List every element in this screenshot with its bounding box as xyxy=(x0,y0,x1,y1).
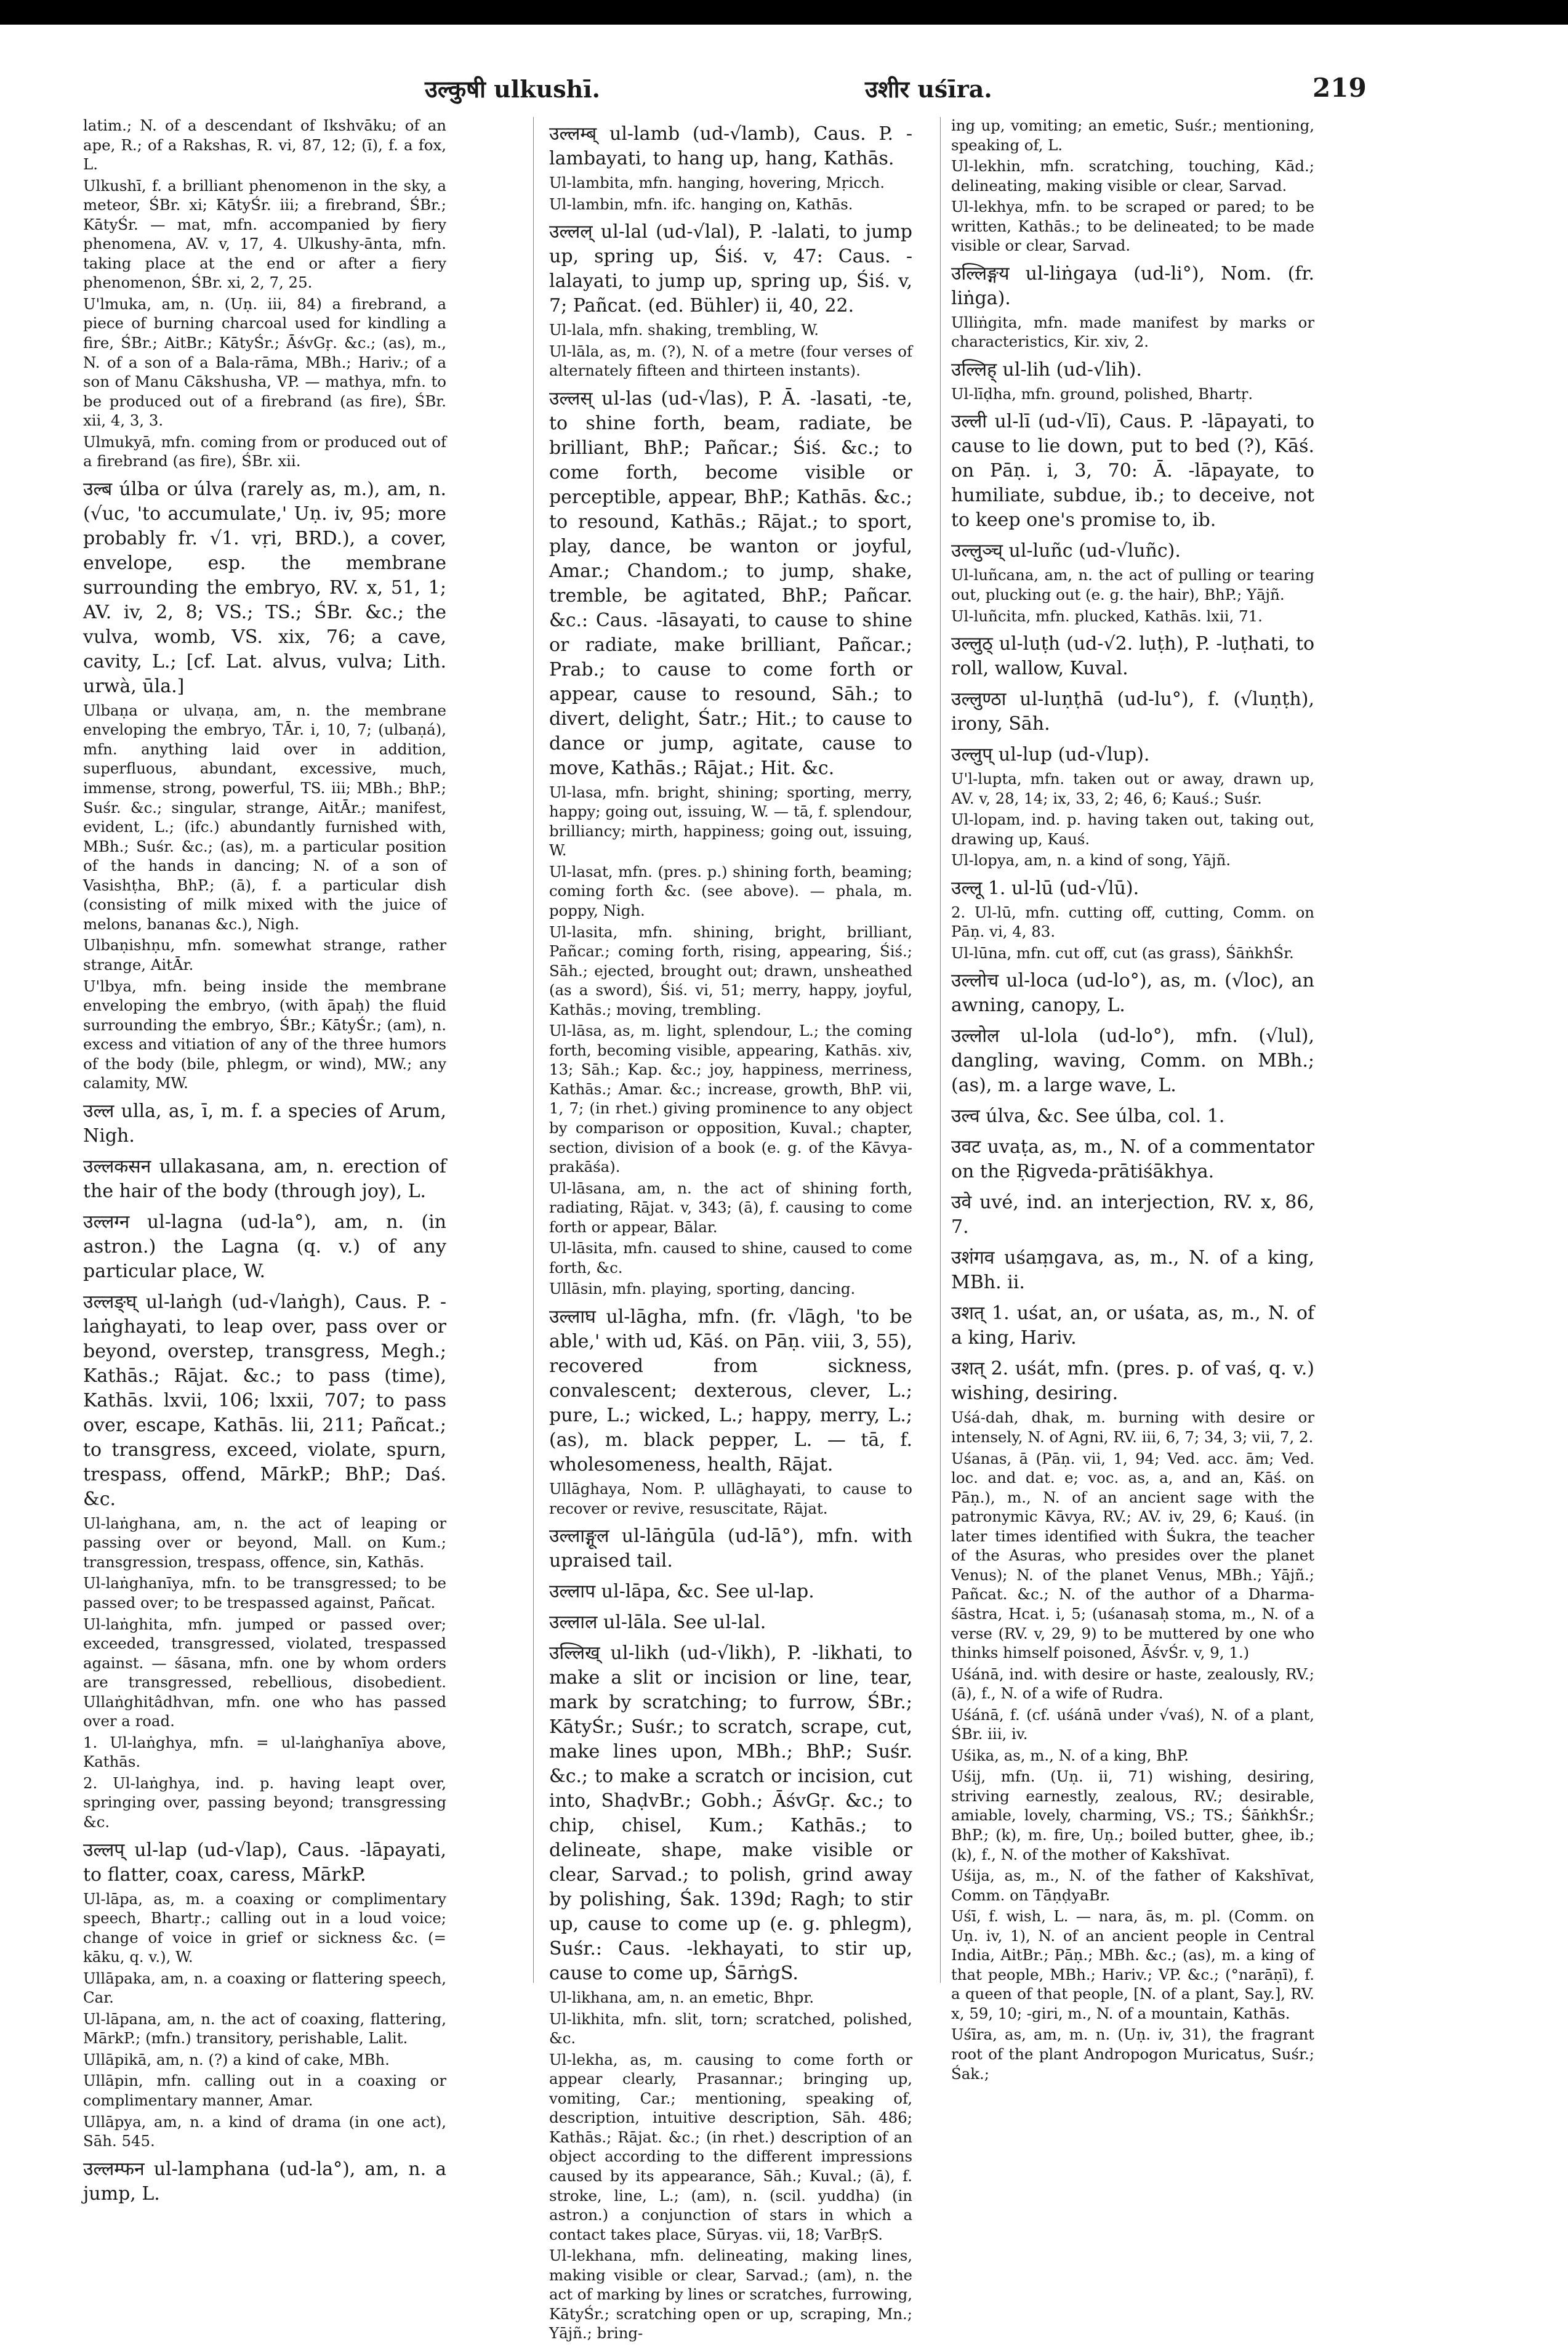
dictionary-entry: Ul-lasa, mfn. bright, shining; sporting, merry, happy; going out, issuing, W. — tā, f. splendour, brilliancy; mirth, happiness; going out, issuing, W. xyxy=(549,783,912,860)
dictionary-entry: Ulkushī, f. a brilliant phenomenon in the sky, a meteor, ŚBr. xi; KātyŚr. iii; a firebrand, ŚBr.; KātyŚr. — mat, mfn. accompanied by fiery phenomena, AV. v, 17, 4. Ulkushy-ānta, mfn. taking place at the end or after a fiery phenomenon, ŚBr. xi, 2, 7, 25. xyxy=(83,176,446,292)
dictionary-entry: Ul-lopam, ind. p. having taken out, taking out, drawing up, Kauś. xyxy=(951,810,1314,848)
dictionary-entry: उल्लग्न ul-lagna (ud-la°), am, n. (in astron.) the Lagna (q. v.) of any particular place, W. xyxy=(83,1211,446,1282)
dictionary-entry: Ul-luñcana, am, n. the act of pulling or tearing out, plucking out (e. g. the hair), BhP.; Yājñ. xyxy=(951,566,1314,604)
dictionary-entry: Ul-likhita, mfn. slit, torn; scratched, polished, &c. xyxy=(549,2009,912,2048)
dictionary-entry: उल्लाप ul-lāpa, &c. See ul-lap. xyxy=(549,1581,814,1603)
dictionary-entry: U'lbya, mfn. being inside the membrane enveloping the embryo, (with āpaḥ) the fluid surrounding the embryo, ŚBr.; KātyŚr.; (am), n. excess and vitiation of any of the three humors of the body (bile, phlegm, or wind), MW.; any calamity, MW. xyxy=(83,977,446,1092)
dictionary-entry: उल्लाङ्गूल ul-lāṅgūla (ud-lā°), mfn. with upraised tail. xyxy=(549,1525,912,1572)
dictionary-entry: Ul-lopya, am, n. a kind of song, Yājñ. xyxy=(951,851,1231,870)
dictionary-entry: Ul-lāpana, am, n. the act of coaxing, flattering, MārkP.; (mfn.) transitory, perishable, Lalit. xyxy=(83,2009,446,2048)
dictionary-entry: उल्लम्ब् ul-lamb (ud-√lamb), Caus. P. -lambayati, to hang up, hang, Kathās. xyxy=(549,123,912,169)
dictionary-entry: Ullāghaya, Nom. P. ullāghayati, to cause to recover or revive, resuscitate, Rājat. xyxy=(549,1479,912,1517)
dictionary-entry: Ul-lāpa, as, m. a coaxing or complimentary speech, Bhartṛ.; calling out in a loud voice; change of voice in grief or sickness &c. (= kāku, q. v.), W. xyxy=(83,1889,446,1966)
dictionary-entry: उल्लप् ul-lap (ud-√lap), Caus. -lāpayati, to flatter, coax, caress, MārkP. xyxy=(83,1839,446,1886)
dictionary-entry: Ulbaṇa or ulvaṇa, am, n. the membrane enveloping the embryo, TĀr. i, 10, 7; (ulbaṇá), mfn. anything laid over in addition, superfluous, abundant, excessive, much, immense, strong, powerful, TS. iii; MBh.; BhP.; Suśr. &c.; singular, strange, AitĀr.; manifest, evident, L.; (ifc.) abundantly furnished with, MBh.; Suśr. &c.; (as), m. a particular position of the hands in dancing; N. of a son of Vasishṭha, BhP.; (ā), f. a particular dish (consisting of milk mixed with the juice of melons, bananas &c.), Nigh. xyxy=(83,701,446,933)
dictionary-entry: उशत् 1. uśat, an, or uśata, as, m., N. of a king, Hariv. xyxy=(951,1302,1314,1349)
running-head-center: उशीर uśīra. xyxy=(865,75,992,103)
dictionary-entry: Ul-laṅghana, am, n. the act of leaping or passing over or beyond, Mall. on Kum.; transgression, trespass, offence, sin, Kathās. xyxy=(83,1514,446,1571)
dictionary-column-2 xyxy=(549,116,912,2345)
dictionary-entry: उल्लिह् ul-lih (ud-√lih). xyxy=(951,358,1142,381)
dictionary-column-1 xyxy=(83,116,446,2208)
dictionary-entry: Ullāpin, mfn. calling out in a coaxing or complimentary manner, Amar. xyxy=(83,2072,446,2109)
dictionary-entry: Ul-lekhin, mfn. scratching, touching, Kād.; delineating, making visible or clear, Sarvad. xyxy=(951,157,1314,195)
dictionary-entry: उल्ली ul-lī (ud-√lī), Caus. P. -lāpayati, to cause to lie down, put to bed (?), Kāś. on Pāṇ. i, 3, 70: Ā. -lāpayate, to humiliate, subdue, ib.; to deceive, not to keep one's promise to, ib. xyxy=(951,411,1314,531)
dictionary-entry: Ul-lambita, mfn. hanging, hovering, Mṛicch. xyxy=(549,174,885,192)
dictionary-entry: ing up, vomiting; an emetic, Suśr.; mentioning, speaking of, L. xyxy=(951,116,1314,154)
dictionary-entry: उल्लिख् ul-likh (ud-√likh), P. -likhati, to make a slit or incision or line, tear, mark by scratching; to furrow, ŚBr.; KātyŚr.; Suśr.; to scratch, scrape, cut, make lines upon, MBh.; BhP.; Suśr. &c.; to make a scratch or incision, cut into, ShaḍvBr.; Gobh.; ĀśvGṛ. &c.; to chip, chisel, Kum.; Kathās.; to delineate, shape, make visible or clear, Sarvad.; to polish, grind away by polishing, Śak. 139d; Ragh; to stir up, cause to come up (e. g. phlegm), Suśr.: Caus. -lekhayati, to stir up, cause to come up, ŚārṅgS. xyxy=(549,1642,912,1985)
dictionary-entry: Ul-lasat, mfn. (pres. p.) shining forth, beaming; coming forth &c. (see above). — phala, m. poppy, Nigh. xyxy=(549,862,912,920)
dictionary-entry: उल्लाघ ul-lāgha, mfn. (fr. √lāgh, 'to be able,' with ud, Kāś. on Pāṇ. viii, 3, 55), recovered from sickness, convalescent; dexterous, clever, L.; pure, L.; wicked, L.; happy, merry, L.; (as), m. black pepper, L. — tā, f. wholesomeness, health, Rājat. xyxy=(549,1306,912,1475)
dictionary-entry: Uśīra, as, am, m. n. (Uṇ. iv, 31), the fragrant root of the plant Andropogon Muricatus, Suśr.; Śak.; xyxy=(951,2025,1314,2083)
dictionary-entry: Ulbaṇishṇu, mfn. somewhat strange, rather strange, AitĀr. xyxy=(83,936,446,974)
dictionary-entry: Ul-lala, mfn. shaking, trembling, W. xyxy=(549,321,819,339)
dictionary-entry: उल्लुण्ठा ul-luṇṭhā (ud-lu°), f. (√luṇṭh), irony, Sāh. xyxy=(951,688,1314,735)
dictionary-entry: Ul-lāsana, am, n. the act of shining forth, radiating, Rājat. v, 343; (ā), f. causing to come forth or appear, Bālar. xyxy=(549,1179,912,1236)
dictionary-entry: U'lmuka, am, n. (Uṇ. iii, 84) a firebrand, a piece of burning charcoal used for kindling a fire, ŚBr.; AitBr.; KātyŚr.; ĀśvGṛ. &c.; (as), m., N. of a son of a Bala-rāma, MBh.; Hariv.; of a son of Manu Cākshusha, VP. — mathya, mfn. to be produced out of a firebrand (as fire), ŚBr. xii, 4, 3, 3. xyxy=(83,294,446,430)
dictionary-entry: Ul-lāsa, as, m. light, splendour, L.; the coming forth, becoming visible, appearing, Kathās. xiv, 13; Sāh.; Kap. &c.; joy, happiness, merriness, Kathās.; Amar. &c.; increase, growth, BhP. vii, 1, 7; (in rhet.) giving prominence to any object by comparison or opposition, Kuval.; chapter, section, division of a book (e. g. of the Kāvya-prakāśa). xyxy=(549,1022,912,1176)
dictionary-entry: Ul-lāsita, mfn. caused to shine, caused to come forth, &c. xyxy=(549,1239,912,1277)
dictionary-entry: Uśánā, f. (cf. uśánā under √vaś), N. of a plant, ŚBr. iii, iv. xyxy=(951,1705,1314,1743)
dictionary-entry: Uśánā, ind. with desire or haste, zealously, RV.; (ā), f., N. of a wife of Rudra. xyxy=(951,1665,1314,1703)
dictionary-entry: उवट uvaṭa, as, m., N. of a commentator on the Ṛigveda-prātiśākhya. xyxy=(951,1136,1314,1183)
dictionary-entry: Ul-lambin, mfn. ifc. hanging on, Kathās. xyxy=(549,195,853,213)
dictionary-entry: Ul-laṅghita, mfn. jumped or passed over; exceeded, transgressed, violated, trespassed against. — śāsana, mfn. one by whom orders are transgressed, rebellious, disobedient. Ullaṅghitâdhvan, mfn. one who has passed over a road. xyxy=(83,1615,446,1730)
dictionary-entry: उल्लुठ् ul-luṭh (ud-√2. luṭh), P. -luṭhati, to roll, wallow, Kuval. xyxy=(951,633,1314,680)
column-rule xyxy=(940,117,941,1983)
dictionary-entry: Ul-līḍha, mfn. ground, polished, Bhartṛ. xyxy=(951,384,1253,403)
dictionary-entry: 2. Ul-lū, mfn. cutting off, cutting, Comm. on Pāṇ. vi, 4, 83. xyxy=(951,903,1314,941)
dictionary-entry: उल्लस् ul-las (ud-√las), P. Ā. -lasati, -te, to shine forth, beam, radiate, be brilliant, BhP.; Pañcar.; Śiś. &c.; to come forth, become visible or perceptible, appear, BhP.; Kathās. &c.; to resound, Kathās.; Rājat.; to sport, play, dance, be wanton or joyful, Amar.; Chandom.; to jump, shake, tremble, be agitated, BhP.; Pañcar. &c.: Caus. -lāsayati, to cause to shine or radiate, make brilliant, Pañcar.; Prab.; to cause to come forth or appear, cause to resound, Sāh.; to divert, delight, Śatr.; Hit.; to cause to dance or jump, agitate, cause to move, Kathās.; Rājat.; Hit. &c. xyxy=(549,387,912,779)
dictionary-entry: Uśī, f. wish, L. — nara, ās, m. pl. (Comm. on Uṇ. iv, 1), N. of an ancient people in Central India, AitBr.; Pāṇ.; MBh. &c.; (as), m. a king of that people, MBh.; Hariv.; VP. &c.; (°narāṇī), f. a queen of that people, [N. of a plant, Say.], RV. x, 59, 10; -giri, m., N. of a mountain, Kathās. xyxy=(951,1907,1314,2022)
dictionary-entry: 1. Ul-laṅghya, mfn. = ul-laṅghanīya above, Kathās. xyxy=(83,1733,446,1771)
dictionary-entry: उल्लू 1. ul-lū (ud-√lū). xyxy=(951,877,1140,899)
page-header xyxy=(0,73,1568,110)
dictionary-entry: उशंगव uśaṃgava, as, m., N. of a king, MBh. ii. xyxy=(951,1247,1314,1294)
dictionary-entry: उल्लिङ्गय ul-liṅgaya (ud-li°), Nom. (fr. liṅga). xyxy=(951,262,1314,309)
dictionary-entry: Uśanas, ā (Pāṇ. vii, 1, 94; Ved. acc. ām; Ved. loc. and dat. e; voc. as, a, and an, Kāś. on Pāṇ.), m., N. of an ancient sage with the patronymic Kāvya, RV.; AV. iv, 29, 6; Kauś. (in later times identified with Śukra, the teacher of the Asuras, who presides over the planet Venus); N. of the planet Venus, MBh.; Yājñ.; Pañcat. &c.; N. of the author of a Dharma-śāstra, Hcat. i, 5; (uśanasaḥ stoma, m., N. of a verse (RV. v, 29, 9) to be muttered by one who thinks himself poisoned, ĀśvŚr. v, 9, 1.) xyxy=(951,1449,1314,1662)
dictionary-entry: उल्लल् ul-lal (ud-√lal), P. -lalati, to jump up, spring up, Śiś. v, 47: Caus. -lalayati, to jump up, spring up, Śiś. v, 7; Pañcat. (ed. Bühler) ii, 40, 22. xyxy=(549,221,912,317)
dictionary-column-3 xyxy=(951,116,1314,2085)
dictionary-entry: Uśij, mfn. (Uṇ. ii, 71) wishing, desiring, striving earnestly, zealous, RV.; desirable, amiable, lovely, charming, VS.; TS.; ŚāṅkhŚr.; BhP.; (k), m. fire, Uṇ.; boiled butter, ghee, ib.; (k), f., N. of the mother of Kakshīvat. xyxy=(951,1767,1314,1863)
column-rule xyxy=(533,117,534,1983)
dictionary-entry: Ul-lekhya, mfn. to be scraped or pared; to be written, Kathās.; to be delineated; to be made visible or clear, Sarvad. xyxy=(951,198,1314,255)
dictionary-entry: Uśija, as, m., N. of the father of Kakshīvat, Comm. on TāṇḍyaBr. xyxy=(951,1867,1314,1904)
dictionary-entry: Ul-lekha, as, m. causing to come forth or appear clearly, Prasannar.; bringing up, vomiting, Car.; mentioning, speaking of, description, intuitive description, Sāh. 486; Kathās.; Rājat. &c.; (in rhet.) description of an object according to the different impressions caused by its appearance, Sāh.; Kuval.; (ā), f. stroke, line, L.; (am), n. (scil. yuddha) (in astron.) a conjunction of stars in which a contact takes place, Sūryas. vii, 18; VarBṛS. xyxy=(549,2050,912,2243)
dictionary-entry: Ul-lasita, mfn. shining, bright, brilliant, Pañcar.; coming forth, rising, appearing, Śiś.; Sāh.; ejected, brought out; drawn, unsheathed (as a sword), Śiś. vi, 51; merry, happy, joyful, Kathās.; moving, trembling. xyxy=(549,922,912,1019)
dictionary-entry: Ul-lekhana, mfn. delineating, making lines, making visible or clear, Sarvad.; (am), n. the act of marking by lines or scratches, furrowing, KātyŚr.; scratching open or up, scraping, Mn.; Yājñ.; bring- xyxy=(549,2246,912,2343)
dictionary-entry: उल्लकसन ullakasana, am, n. erection of the hair of the body (through joy), L. xyxy=(83,1155,446,1202)
dictionary-entry: Ul-likhana, am, n. an emetic, Bhpr. xyxy=(549,1988,814,2007)
dictionary-entry: latim.; N. of a descendant of Ikshvāku; of an ape, R.; of a Rakshas, R. vi, 87, 12; (ī), f. a fox, L. xyxy=(83,116,446,174)
dictionary-entry: Ul-luñcita, mfn. plucked, Kathās. lxii, 71. xyxy=(951,607,1263,625)
dictionary-entry: उल्व úlva, &c. See úlba, col. 1. xyxy=(951,1105,1225,1128)
scan-top-border xyxy=(0,0,1568,25)
dictionary-entry: Ul-lūna, mfn. cut off, cut (as grass), ŚāṅkhŚr. xyxy=(951,943,1294,962)
dictionary-entry: उल्लम्फन ul-lamphana (ud-la°), am, n. a jump, L. xyxy=(83,2158,446,2205)
dictionary-entry: Ulliṅgita, mfn. made manifest by marks or characteristics, Kir. xiv, 2. xyxy=(951,313,1314,351)
dictionary-entry: Ulmukyā, mfn. coming from or produced out of a firebrand (as fire), ŚBr. xii. xyxy=(83,432,446,470)
dictionary-entry: Ul-laṅghanīya, mfn. to be transgressed; to be passed over; to be trespassed against, Pañcat. xyxy=(83,1574,446,1612)
dictionary-entry: उल्लङ्घ् ul-laṅgh (ud-√laṅgh), Caus. P. -laṅghayati, to leap over, pass over or beyond, overstep, transgress, Megh.; Kathās.; Rājat. &c.; to pass (time), Kathās. lxvii, 106; lxxii, 707; to pass over, escape, Kathās. lii, 211; Pañcat.; to transgress, exceed, violate, spurn, trespass, offend, MārkP.; BhP.; Daś. &c. xyxy=(83,1291,446,1510)
dictionary-entry: उल्ब úlba or úlva (rarely as, m.), am, n. (√uc, 'to accumulate,' Uṇ. iv, 95; more probably fr. √1. vṛi, BRD.), a cover, envelope, esp. the membrane surrounding the embryo, RV. x, 51, 1; AV. iv, 2, 8; VS.; TS.; ŚBr. &c.; the vulva, womb, VS. xix, 76; a cave, cavity, L.; [cf. Lat. alvus, vulva; Lith. urwà, ūla.] xyxy=(83,478,446,697)
running-head-left: उल्कुषी ulkushī. xyxy=(425,75,600,103)
dictionary-entry: उल्ल ulla, as, ī, m. f. a species of Arum, Nigh. xyxy=(83,1100,446,1147)
dictionary-entry: Ullāsin, mfn. playing, sporting, dancing. xyxy=(549,1280,856,1298)
dictionary-entry: उल्लोल ul-lola (ud-lo°), mfn. (√lul), dangling, waving, Comm. on MBh.; (as), m. a large wave, L. xyxy=(951,1025,1314,1097)
dictionary-entry: Uśá-dah, dhak, m. burning with desire or intensely, N. of Agni, RV. iii, 6, 7; 34, 3; vii, 7, 2. xyxy=(951,1408,1314,1447)
dictionary-entry: उशत् 2. uśát, mfn. (pres. p. of vaś, q. v.) wishing, desiring. xyxy=(951,1358,1314,1405)
page-number: 219 xyxy=(1313,73,1367,103)
dictionary-entry: उल्लुञ्च् ul-luñc (ud-√luñc). xyxy=(951,540,1181,562)
dictionary-entry: 2. Ul-laṅghya, ind. p. having leapt over, springing over, passing beyond; transgressing &c. xyxy=(83,1774,446,1831)
dictionary-entry: Ul-lāla, as, m. (?), N. of a metre (four verses of alternately fifteen and thirteen instants). xyxy=(549,342,912,380)
dictionary-entry: उल्लोच ul-loca (ud-lo°), as, m. (√loc), an awning, canopy, L. xyxy=(951,970,1314,1017)
dictionary-entry: उवे uvé, ind. an interjection, RV. x, 86, 7. xyxy=(951,1192,1314,1238)
dictionary-entry: उल्लुप् ul-lup (ud-√lup). xyxy=(951,744,1150,766)
dictionary-entry: Ullāpya, am, n. a kind of drama (in one act), Sāh. 545. xyxy=(83,2112,446,2150)
dictionary-entry: उल्लाल ul-lāla. See ul-lal. xyxy=(549,1612,766,1634)
dictionary-entry: Ullāpikā, am, n. (?) a kind of cake, MBh. xyxy=(83,2050,390,2069)
dictionary-entry: Uśika, as, m., N. of a king, BhP. xyxy=(951,1746,1189,1764)
dictionary-entry: U'l-lupta, mfn. taken out or away, drawn up, AV. v, 28, 14; ix, 33, 2; 46, 6; Kauś.; Suśr. xyxy=(951,770,1314,807)
dictionary-entry: Ullāpaka, am, n. a coaxing or flattering speech, Car. xyxy=(83,1969,446,2007)
